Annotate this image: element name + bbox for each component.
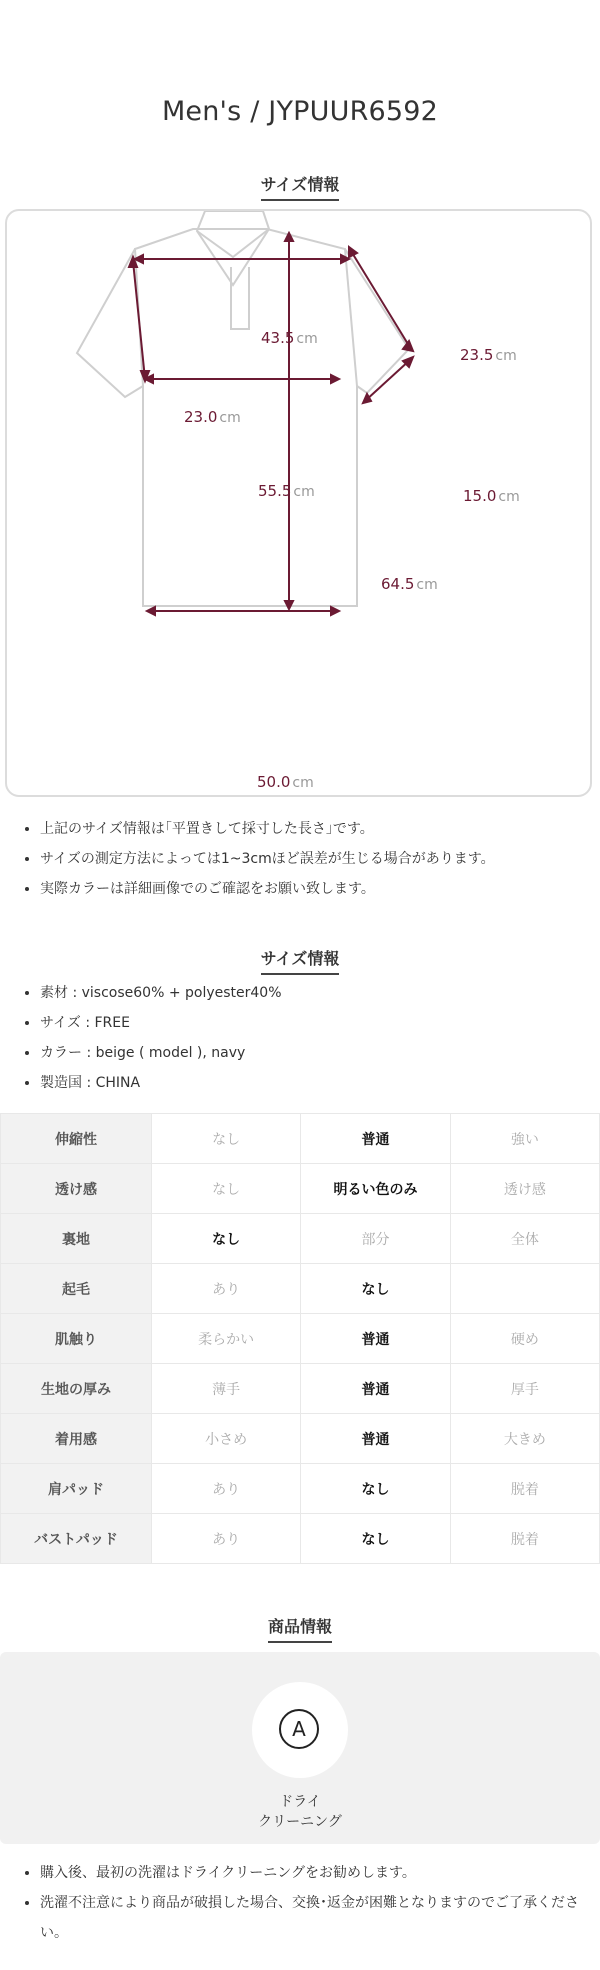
spec-option: 小さめ	[152, 1414, 301, 1464]
sleeve-opening-measurement	[463, 487, 520, 505]
spec-option: 脱着	[450, 1464, 599, 1514]
size-note: • 実際カラーは詳細画像でのご確認をお願い致します。	[40, 874, 580, 904]
spec-row	[1, 1164, 600, 1214]
spec-option-selected: なし	[301, 1264, 450, 1314]
care-label-line1: ドライ	[279, 1794, 321, 1810]
chest-arrow-right	[331, 375, 339, 383]
size-note: • 上記のサイズ情報は｢平置きして採寸した長さ｣です。	[40, 814, 580, 844]
hem-arrow-left	[147, 607, 155, 615]
spec-option: 全体	[450, 1214, 599, 1264]
spec-row-label: 肌触り	[1, 1314, 152, 1364]
armhole-unit: cm	[219, 410, 241, 426]
hem-unit: cm	[292, 775, 314, 791]
spec-option: 強い	[450, 1114, 599, 1164]
shirt-body-outline	[135, 229, 357, 606]
spec-option: 厚手	[450, 1364, 599, 1414]
shoulder-arrow-right	[341, 255, 349, 263]
spec-row-label: 肩パッド	[1, 1464, 152, 1514]
spec-option: あり	[152, 1464, 301, 1514]
product-spec-list	[0, 978, 580, 1098]
product-title: Men's / JYPUUR6592	[161, 96, 439, 127]
spec-row	[1, 1314, 600, 1364]
fabric-spec-table-body	[1, 1114, 600, 1564]
sleeve-opening-line	[365, 359, 411, 401]
spec-option: 部分	[301, 1214, 450, 1264]
spec-option: 硬め	[450, 1314, 599, 1364]
fabric-spec-table	[0, 1113, 600, 1564]
spec-row	[1, 1464, 600, 1514]
product-info-heading	[0, 1614, 600, 1643]
spec-option-selected: 普通	[301, 1314, 450, 1364]
spec-option-selected: 普通	[301, 1114, 450, 1164]
spec-option	[450, 1264, 599, 1314]
care-note: • 購入後、最初の洗濯はドライクリーニングをお勧めします。	[40, 1858, 580, 1888]
spec-option: 薄手	[152, 1364, 301, 1414]
size-info-heading	[0, 172, 600, 201]
armhole-value: 23.0	[184, 408, 218, 426]
spec-option-selected: なし	[301, 1464, 450, 1514]
spec-row	[1, 1114, 600, 1164]
shoulder-measurement	[261, 329, 318, 347]
armhole-measurement	[184, 408, 241, 426]
size-note: • サイズの測定方法によっては1~3cmほど誤差が生じる場合があります。	[40, 844, 580, 874]
spec-row-label: 着用感	[1, 1414, 152, 1464]
product-spec-heading	[0, 946, 600, 975]
chest-measurement	[258, 482, 315, 500]
spec-option: あり	[152, 1514, 301, 1564]
placket-outline	[231, 267, 249, 329]
total-length-measurement	[381, 575, 438, 593]
spec-option: 脱着	[450, 1514, 599, 1564]
spec-row-label: 生地の厚み	[1, 1364, 152, 1414]
spec-row-label: バストパッド	[1, 1514, 152, 1564]
dry-clean-icon: A	[279, 1709, 319, 1749]
total-length-value: 64.5	[381, 575, 415, 593]
spec-row	[1, 1264, 600, 1314]
product-info-heading-text: 商品情報	[268, 1614, 332, 1643]
spec-row-label: 裏地	[1, 1214, 152, 1264]
size-item: • サイズ : FREE	[40, 1008, 580, 1038]
sleeve-length-value: 23.5	[460, 346, 494, 364]
sleeve-length-measurement	[460, 346, 517, 364]
spec-row	[1, 1514, 600, 1564]
spec-row-label: 伸縮性	[1, 1114, 152, 1164]
product-spec-heading-text: サイズ情報	[261, 946, 340, 975]
shoulder-unit: cm	[296, 331, 318, 347]
care-note: • 洗濯不注意により商品が破損した場合、交換･返金が困難となりますのでご了承ください。	[40, 1888, 580, 1948]
material-item: • 素材 : viscose60% + polyester40%	[40, 978, 580, 1008]
spec-row	[1, 1214, 600, 1264]
size-notes-list	[0, 814, 580, 904]
collar-fold	[197, 229, 269, 257]
spec-option: なし	[152, 1164, 301, 1214]
spec-option: あり	[152, 1264, 301, 1314]
origin-item: • 製造国 : CHINA	[40, 1068, 580, 1098]
spec-option: 透け感	[450, 1164, 599, 1214]
sleeve-opening-unit: cm	[498, 489, 520, 505]
hem-measurement	[257, 773, 314, 791]
collar-outline	[197, 211, 269, 285]
care-icon-container	[252, 1682, 348, 1778]
spec-option-selected: 普通	[301, 1414, 450, 1464]
size-info-heading-text: サイズ情報	[261, 172, 340, 201]
spec-row-label: 起毛	[1, 1264, 152, 1314]
spec-option: 大きめ	[450, 1414, 599, 1464]
total-length-arrow-bottom	[285, 601, 293, 609]
spec-option: なし	[152, 1114, 301, 1164]
shoulder-value: 43.5	[261, 329, 295, 347]
spec-option: 柔らかい	[152, 1314, 301, 1364]
spec-row-label: 透け感	[1, 1164, 152, 1214]
spec-option-selected: 普通	[301, 1364, 450, 1414]
care-instructions-panel	[0, 1652, 600, 1844]
spec-option-selected: 明るい色のみ	[301, 1164, 450, 1214]
spec-row	[1, 1364, 600, 1414]
sleeve-length-arrow-top	[349, 247, 357, 257]
sleeve-length-unit: cm	[495, 348, 517, 364]
care-label-line2: クリーニング	[258, 1814, 342, 1830]
sleeve-opening-value: 15.0	[463, 487, 497, 505]
chest-value: 55.5	[258, 482, 292, 500]
size-diagram	[5, 209, 592, 797]
shirt-outline	[77, 211, 409, 606]
total-length-unit: cm	[416, 577, 438, 593]
armhole-line	[133, 261, 145, 379]
hem-arrow-right	[331, 607, 339, 615]
chest-unit: cm	[293, 484, 315, 500]
right-sleeve-outline	[345, 249, 409, 393]
spec-option-selected: なし	[152, 1214, 301, 1264]
spec-option-selected: なし	[301, 1514, 450, 1564]
care-notes-list	[0, 1858, 580, 1948]
sleeve-length-line	[351, 251, 411, 349]
shirt-diagram-svg	[7, 211, 594, 799]
spec-row	[1, 1414, 600, 1464]
hem-value: 50.0	[257, 773, 291, 791]
color-item: • カラー : beige ( model ), navy	[40, 1038, 580, 1068]
